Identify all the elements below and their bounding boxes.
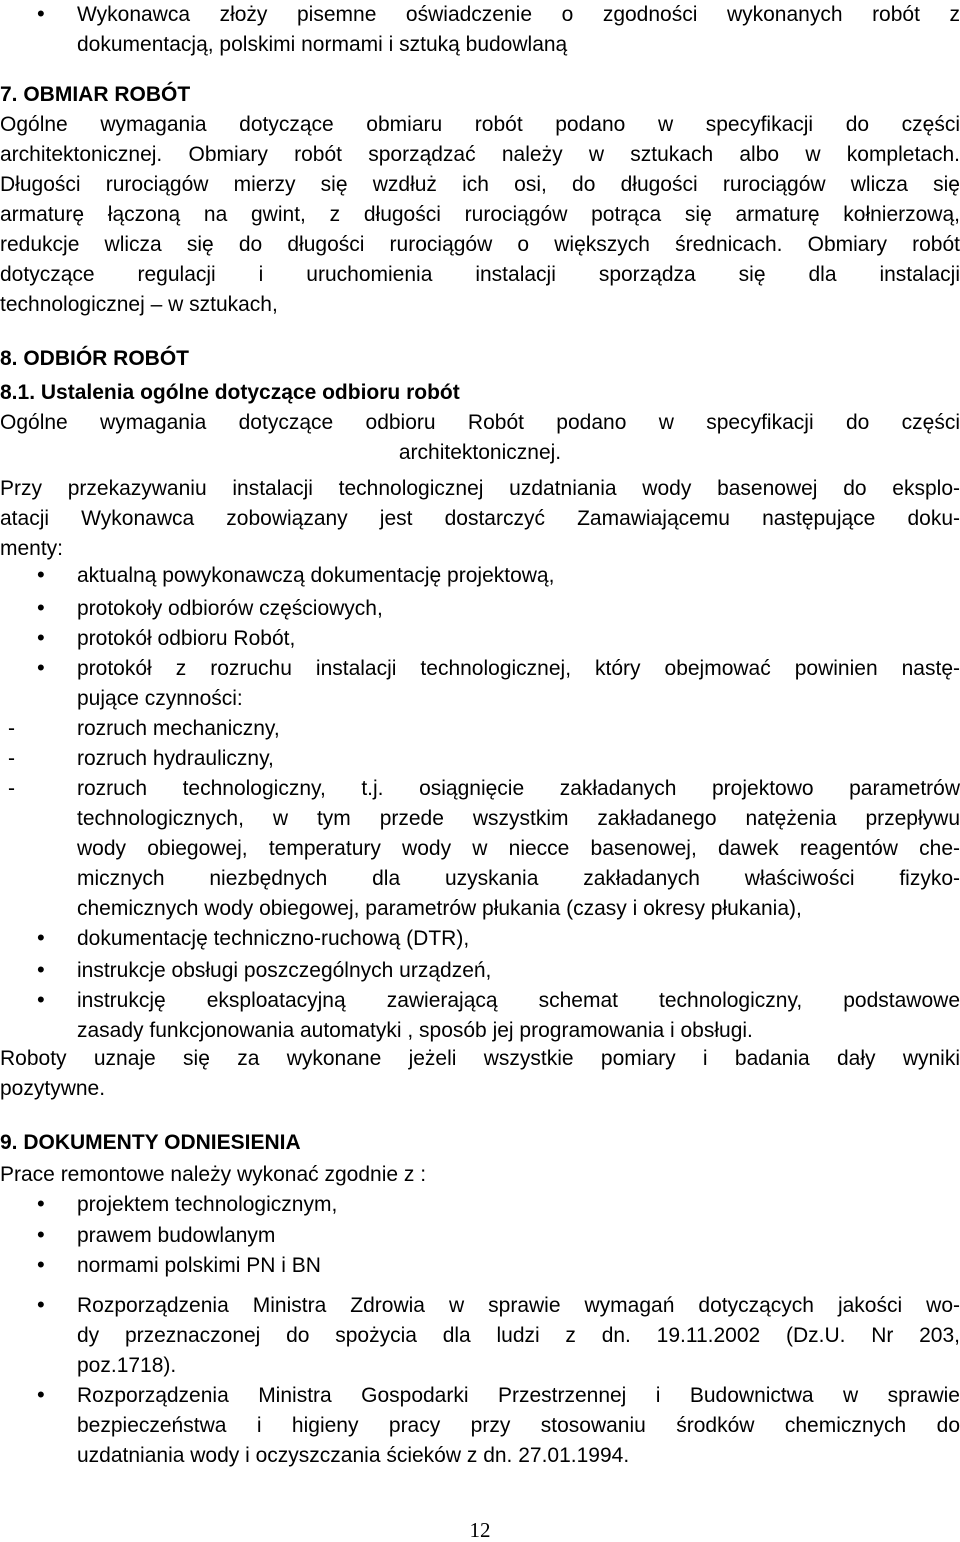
bullet-icon: •: [37, 1222, 45, 1247]
text-line: instrukcję eksploatacyjną zawierającą schemat technologiczny, podstawowe: [77, 989, 960, 1012]
text-line: architektonicznej.: [398, 441, 562, 464]
text-line: normami polskimi PN i BN: [77, 1254, 321, 1277]
text-line: micznych niezbędnych dla uzyskania zakładanych właściwości fizyko-: [77, 867, 960, 890]
bullet-icon: •: [37, 595, 45, 620]
bullet-icon: •: [37, 925, 45, 950]
text-line: protokół odbioru Robót,: [77, 627, 296, 650]
bullet-icon: •: [37, 655, 45, 680]
text-line: Przy przekazywaniu instalacji technologicznej uzdatniania wody basenowej do eksplo-: [0, 477, 960, 500]
text-line: prawem budowlanym: [77, 1224, 276, 1247]
text-line: Prace remontowe należy wykonać zgodnie z :: [0, 1163, 427, 1186]
text-line: redukcje wlicza się do długości rurociągów o większych średnicach. Obmiary robót: [0, 233, 960, 256]
page-number: 12: [469, 1518, 491, 1542]
text-line: zasady funkcjonowania automatyki , sposób jej programowania i obsługi.: [77, 1019, 753, 1042]
bullet-icon: •: [37, 957, 45, 982]
text-line: poz.1718).: [77, 1354, 177, 1377]
text-line: Ogólne wymagania dotyczące obmiaru robót podano w specyfikacji do części: [0, 113, 960, 136]
text-line: dokumentację techniczno-ruchową (DTR),: [77, 927, 470, 950]
bullet-icon: •: [37, 1292, 45, 1317]
dash-marker: -: [8, 747, 15, 770]
bullet-icon: •: [37, 987, 45, 1012]
bullet-icon: •: [37, 1, 45, 26]
text-line: pozytywne.: [0, 1077, 106, 1100]
text-line: bezpieczeństwa i higieny pracy przy stosowaniu środków chemicznych do: [77, 1414, 960, 1437]
text-line: architektonicznej. Obmiary robót sporządzać należy w sztukach albo w kompletach.: [0, 143, 960, 166]
text-line: rozruch mechaniczny,: [77, 717, 280, 740]
text-line: pujące czynności:: [77, 687, 243, 710]
text-line: dy przeznaczonej do spożycia dla ludzi z dn. 19.11.2002 (Dz.U. Nr 203,: [77, 1324, 960, 1347]
text-line: wody obiegowej, temperatury wody w niecce basenowej, dawek reagentów che-: [77, 837, 960, 860]
text-line: Roboty uznaje się za wykonane jeżeli wszystkie pomiary i badania dały wyniki: [0, 1047, 960, 1070]
text-line: armaturę łączoną na gwint, z długości rurociągów potrąca się armaturę kołnierzową,: [0, 203, 960, 226]
text-line: menty:: [0, 537, 64, 560]
bullet-icon: •: [37, 562, 45, 587]
text-line: dotyczące regulacji i uruchomienia instalacji sporządza się dla instalacji: [0, 263, 960, 286]
dash-marker: -: [8, 777, 15, 800]
text-line: Rozporządzenia Ministra Zdrowia w sprawie wymagań dotyczących jakości wo-: [77, 1294, 960, 1317]
bullet-icon: •: [37, 1382, 45, 1407]
text-line: Długości rurociągów mierzy się wzdłuż ich osi, do długości rurociągów wlicza się: [0, 173, 960, 196]
text-line: atacji Wykonawca zobowiązany jest dostarczyć Zamawiającemu następujące doku-: [0, 507, 960, 530]
text-line: protokoły odbiorów częściowych,: [77, 597, 383, 620]
text-line: Wykonawca złoży pisemne oświadczenie o zgodności wykonanych robót z: [77, 3, 960, 26]
text-line: projektem technologicznym,: [77, 1193, 338, 1216]
text-line: instrukcje obsługi poszczególnych urządzeń,: [77, 959, 492, 982]
text-line: Ogólne wymagania dotyczące odbioru Robót podano w specyfikacji do części: [0, 411, 960, 434]
bullet-icon: •: [37, 1252, 45, 1277]
section-heading: 7. OBMIAR ROBÓT: [0, 83, 191, 106]
text-line: rozruch hydrauliczny,: [77, 747, 274, 770]
section-heading: 8. ODBIÓR ROBÓT: [0, 347, 190, 370]
section-heading: 8.1. Ustalenia ogólne dotyczące odbioru robót: [0, 381, 460, 404]
text-line: uzdatniania wody i oczyszczania ścieków z dn. 27.01.1994.: [77, 1444, 630, 1467]
text-line: chemicznych wody obiegowej, parametrów płukania (czasy i okresy płukania),: [77, 897, 802, 920]
section-heading: 9. DOKUMENTY ODNIESIENIA: [0, 1131, 301, 1154]
text-line: technologicznych, w tym przede wszystkim zakładanego natężenia przepływu: [77, 807, 960, 830]
bullet-icon: •: [37, 1191, 45, 1216]
text-line: dokumentacją, polskimi normami i sztuką budowlaną: [77, 33, 568, 56]
bullet-icon: •: [37, 625, 45, 650]
text-line: rozruch technologiczny, t.j. osiągnięcie zakładanych projektowo parametrów: [77, 777, 960, 800]
text-line: Rozporządzenia Ministra Gospodarki Przestrzennej i Budownictwa w sprawie: [77, 1384, 960, 1407]
text-line: technologicznej – w sztukach,: [0, 293, 278, 316]
text-line: protokół z rozruchu instalacji technologicznej, który obejmować powinien nastę-: [77, 657, 960, 680]
dash-marker: -: [8, 717, 15, 740]
text-line: aktualną powykonawczą dokumentację projektową,: [77, 564, 555, 587]
